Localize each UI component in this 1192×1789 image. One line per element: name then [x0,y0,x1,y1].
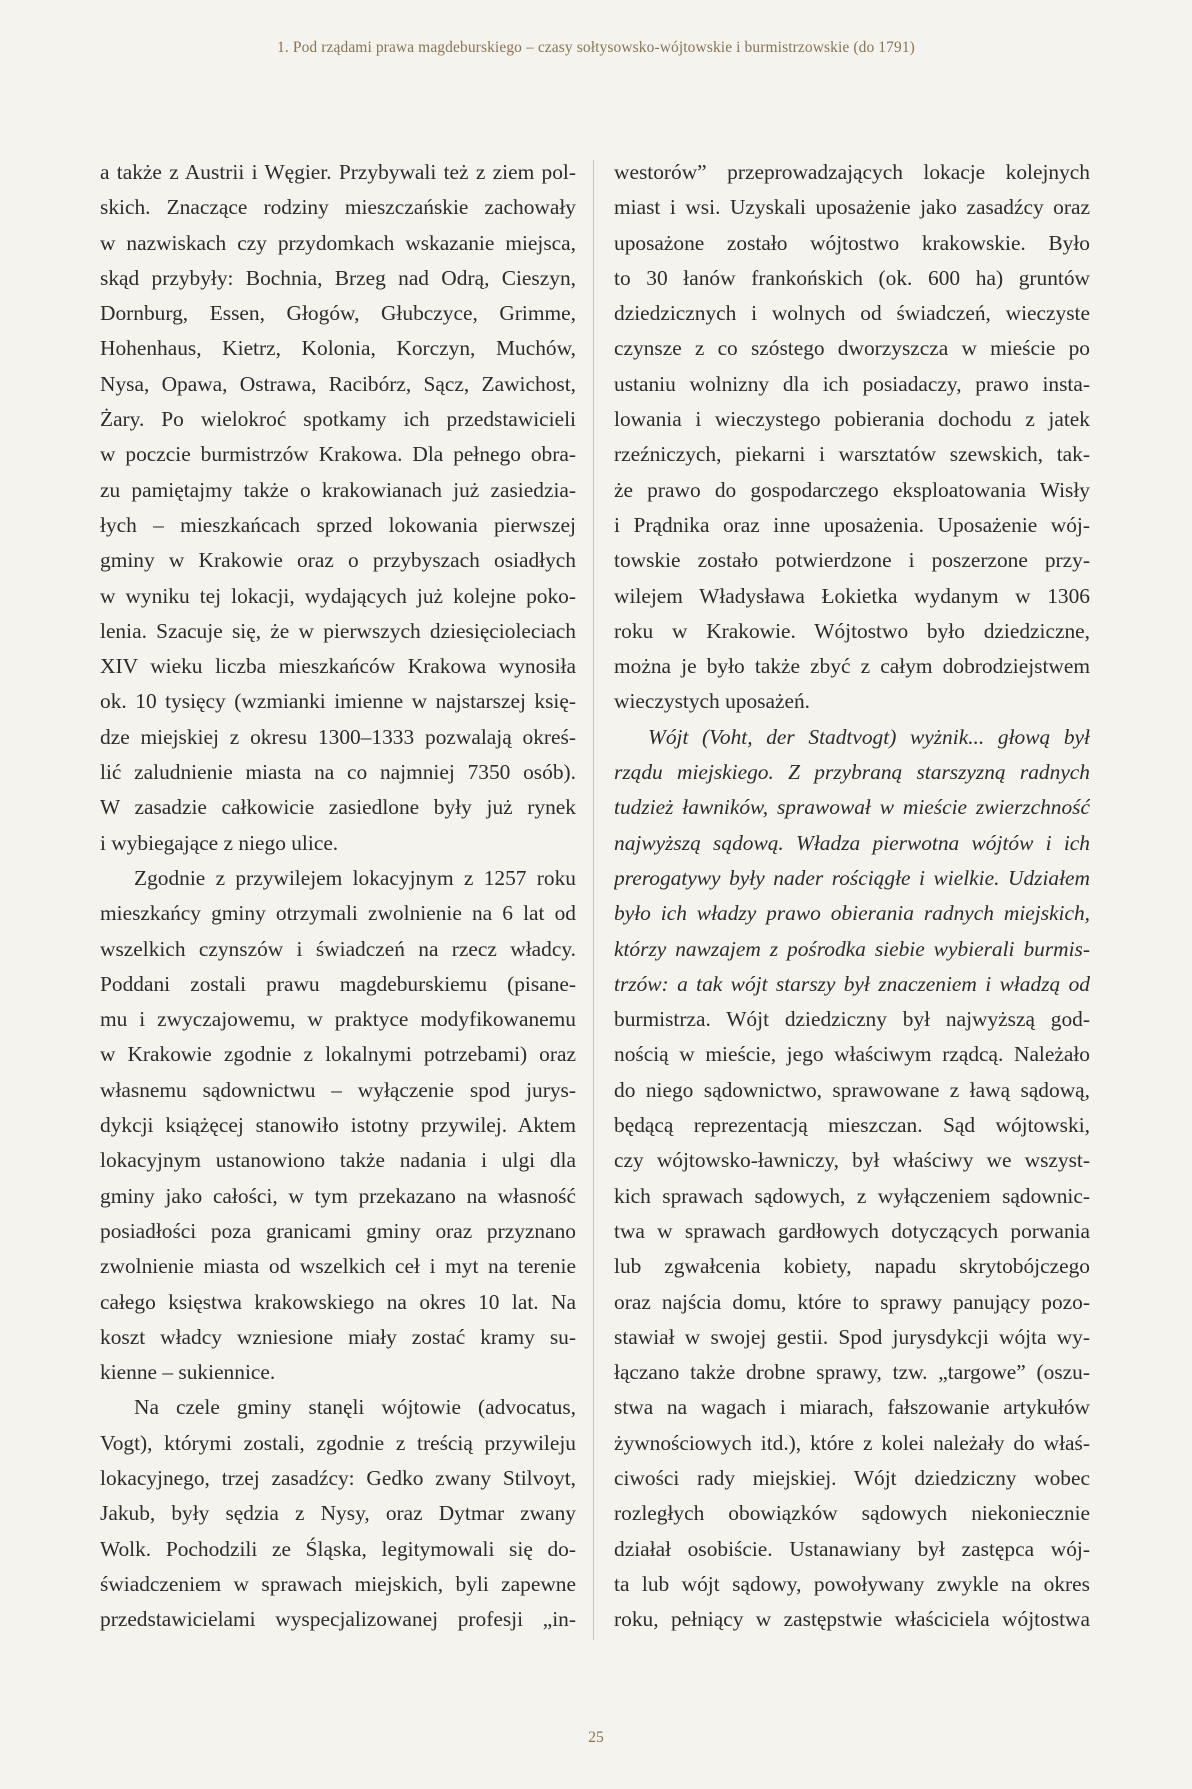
text-line: i Prądnika oraz inne uposażenia. Uposażenie wój- [614,512,1090,537]
text-line: Hohenhaus, Kietrz, Kolonia, Korczyn, Muchów, [100,336,576,361]
text-line: dze miejskiej z okresu 1300–1333 pozwalają okreś- [100,724,576,749]
quote-line: rządu miejskiego. Z przybraną starszyzną radnych [614,760,1090,785]
text-line: posiadłości poza granicami gminy oraz przyznano [100,1218,576,1243]
text-line: burmistrza. Wójt dziedziczny był najwyższą god- [614,1007,1090,1032]
text-line: kich sprawach sądowych, z wyłączeniem sądownic- [614,1183,1090,1208]
text-line: lokacyjnym ustanowiono także nadania i ulgi dla [100,1148,576,1173]
text-line: dziedzicznych i wolnych od świadczeń, wieczyste [614,301,1090,326]
text-line: W zasadzie całkowicie zasiedlone były już rynek [100,795,576,820]
text-line: w wyniku tej lokacji, wydających już kolejne poko- [100,583,576,608]
text-line: i wybiegające z niego ulice. [100,830,339,855]
text-line: ustaniu wolnizny dla ich posiadaczy, prawo insta- [614,371,1090,396]
text-line: roku w Krakowie. Wójtostwo było dziedziczne, [614,618,1090,643]
right-text-column [614,155,1090,1637]
text-line: w Krakowie zgodnie z lokalnymi potrzebami) oraz [100,1042,576,1067]
text-line: Poddani zostali prawu magdeburskiemu (pisane- [100,971,576,996]
text-line: własnemu sądownictwu – wyłączenie spod jurys- [100,1077,576,1102]
text-line: nością w mieście, jego właściwym rządcą. Należało [614,1042,1090,1067]
text-line: koszt władcy wzniesione miały zostać kramy su- [100,1324,576,1349]
text-line: wilejem Władysława Łokietka wydanym w 1306 [614,583,1090,608]
text-line: gminy w Krakowie oraz o przybyszach osiadłych [100,548,576,573]
text-line: oraz najścia domu, które to sprawy panujący pozo- [614,1289,1090,1314]
text-line: w poczcie burmistrzów Krakowa. Dla pełnego obra- [100,442,576,467]
text-line: twa w sprawach gardłowych dotyczących porwania [614,1218,1090,1243]
text-line: działał osobiście. Ustanawiany był zastępca wój- [614,1536,1090,1561]
quote-line: najwyższą sądową. Władza pierwotna wójtów i ich [614,830,1090,855]
text-line: Nysa, Opawa, Ostrawa, Racibórz, Sącz, Zawichost, [100,371,576,396]
text-line: lenia. Szacuje się, że w pierwszych dziesięcioleciach [100,618,576,643]
text-line: skich. Znaczące rodziny mieszczańskie zachowały [100,195,576,220]
text-line: westorów” przeprowadzających lokacje kolejnych [614,160,1090,184]
running-header: 1. Pod rządami prawa magdeburskiego – czasy sołtysowsko-wójtowskie i burmistrzowskie (do 1791) [277,39,915,56]
text-line: łych – mieszkańcach sprzed lokowania pierwszej [100,512,576,537]
text-line: można je było także zbyć z całym dobrodziejstwem [614,654,1090,679]
quote-line: którzy nawzajem z pośrodka siebie wybierali burmis- [614,936,1090,961]
text-line: XIV wieku liczba mieszkańców Krakowa wynosiła [100,654,576,679]
text-line: Żary. Po wielokroć spotkamy ich przedstawicieli [100,407,576,432]
text-line: mu i zwyczajowemu, w praktyce modyfikowanemu [100,1007,576,1032]
text-line: skąd przybyły: Bochnia, Brzeg nad Odrą, Cieszyn, [100,265,576,290]
text-line: wszelkich czynszów i świadczeń na rzecz władcy. [100,936,576,961]
text-line: Vogt), którymi zostali, zgodnie z treścią przywileju [100,1430,576,1455]
text-line: ciwości rady miejskiej. Wójt dziedziczny wobec [614,1465,1090,1490]
text-line: mieszkańcy gminy otrzymali zwolnienie na 6 lat od [100,901,576,926]
text-line: czy wójtowsko-ławniczy, był właściwy we wszyst- [614,1148,1090,1173]
quote-line: było ich władzy prawo obierania radnych miejskich, [614,901,1090,926]
text-line: ok. 10 tysięcy (wzmianki imienne w najstarszej księ- [100,689,576,714]
quote-line: trzów: a tak wójt starszy był znaczeniem i władzą od [614,971,1090,996]
text-line: stwa na wagach i miarach, fałszowanie artykułów [614,1395,1090,1420]
text-line: lub zgwałcenia kobiety, napadu skrytobójczego [614,1254,1090,1279]
text-line: Na czele gminy stanęli wójtowie (advocatus, [134,1395,576,1420]
text-line: uposażone zostało wójtostwo krakowskie. Było [614,230,1090,255]
text-line: całego księstwa krakowskiego na okres 10 lat. Na [100,1289,576,1314]
text-line: do niego sądownictwo, sprawowane z ławą sądową, [614,1077,1090,1102]
text-line: zwolnienie miasta od wszelkich ceł i myt na terenie [100,1254,576,1279]
left-text-column [100,155,576,1637]
text-line: świadczeniem w sprawach miejskich, byli zapewne [100,1571,576,1596]
text-line: a także z Austrii i Węgier. Przybywali też z ziem pol- [100,160,576,184]
text-line: Wolk. Pochodzili ze Śląska, legitymowali się do- [100,1536,576,1561]
text-line: rozległych obowiązków sądowych niekoniecznie [614,1501,1090,1526]
text-line: to 30 łanów frankońskich (ok. 600 ha) gruntów [614,265,1090,290]
text-line: roku, pełniący w zastępstwie właściciela wójtostwa [614,1607,1090,1632]
text-line: Zgodnie z przywilejem lokacyjnym z 1257 roku [134,865,576,890]
text-line: towskie zostało potwierdzone i poszerzone przy- [614,548,1090,573]
text-line: Dornburg, Essen, Głogów, Głubczyce, Grimme, [100,301,576,326]
text-line: zu pamiętajmy także o krakowianach już zasiedzia- [100,477,576,502]
page-number: 25 [588,1729,604,1746]
text-line: Jakub, były sędzia z Nysy, oraz Dytmar zwany [100,1501,576,1526]
text-line: żywnościowych itd.), które z kolei należały do właś- [614,1430,1090,1455]
text-line: że prawo do gospodarczego eksploatowania Wisły [614,477,1090,502]
text-line: wieczystych uposażeń. [614,689,811,714]
text-line: gminy jako całości, w tym przekazano na własność [100,1183,576,1208]
text-line: dykcji książęcej stanowiło istotny przywilej. Aktem [100,1113,576,1138]
text-line: lowania i wieczystego pobierania dochodu z jatek [614,407,1090,432]
text-line: lić zaludnienie miasta na co najmniej 7350 osób). [100,760,576,785]
text-line: łączano także drobne sprawy, tzw. „targowe” (oszu- [614,1360,1090,1385]
text-line: będącą reprezentacją mieszczan. Sąd wójtowski, [614,1113,1090,1138]
text-line: rzeźniczych, piekarni i warsztatów szewskich, tak- [614,442,1090,467]
text-line: stawiał w swojej gestii. Spod jurysdykcji wójta wy- [614,1324,1090,1349]
text-line: ta lub wójt sądowy, powoływany zwykle na okres [614,1571,1090,1596]
quote-line: tudzież ławników, sprawował w mieście zwierzchność [614,795,1090,820]
column-divider [593,160,594,1640]
text-line: czynsze z co szóstego dworzyszcza w mieście po [614,336,1090,361]
quote-line: prerogatywy były nader rościągłe i wielkie. Udziałem [614,865,1090,890]
text-line: lokacyjnego, trzej zasadźcy: Gedko zwany Stilvoyt, [100,1465,576,1490]
text-line: przedstawicielami wyspecjalizowanej profesji „in- [100,1607,576,1632]
quote-line: Wójt (Voht, der Stadtvogt) wyżnik... głową był [648,724,1090,749]
text-line: miast i wsi. Uzyskali uposażenie jako zasadźcy oraz [614,195,1090,220]
text-line: w nazwiskach czy przydomkach wskazanie miejsca, [100,230,576,255]
text-line: kienne – sukiennice. [100,1360,276,1385]
